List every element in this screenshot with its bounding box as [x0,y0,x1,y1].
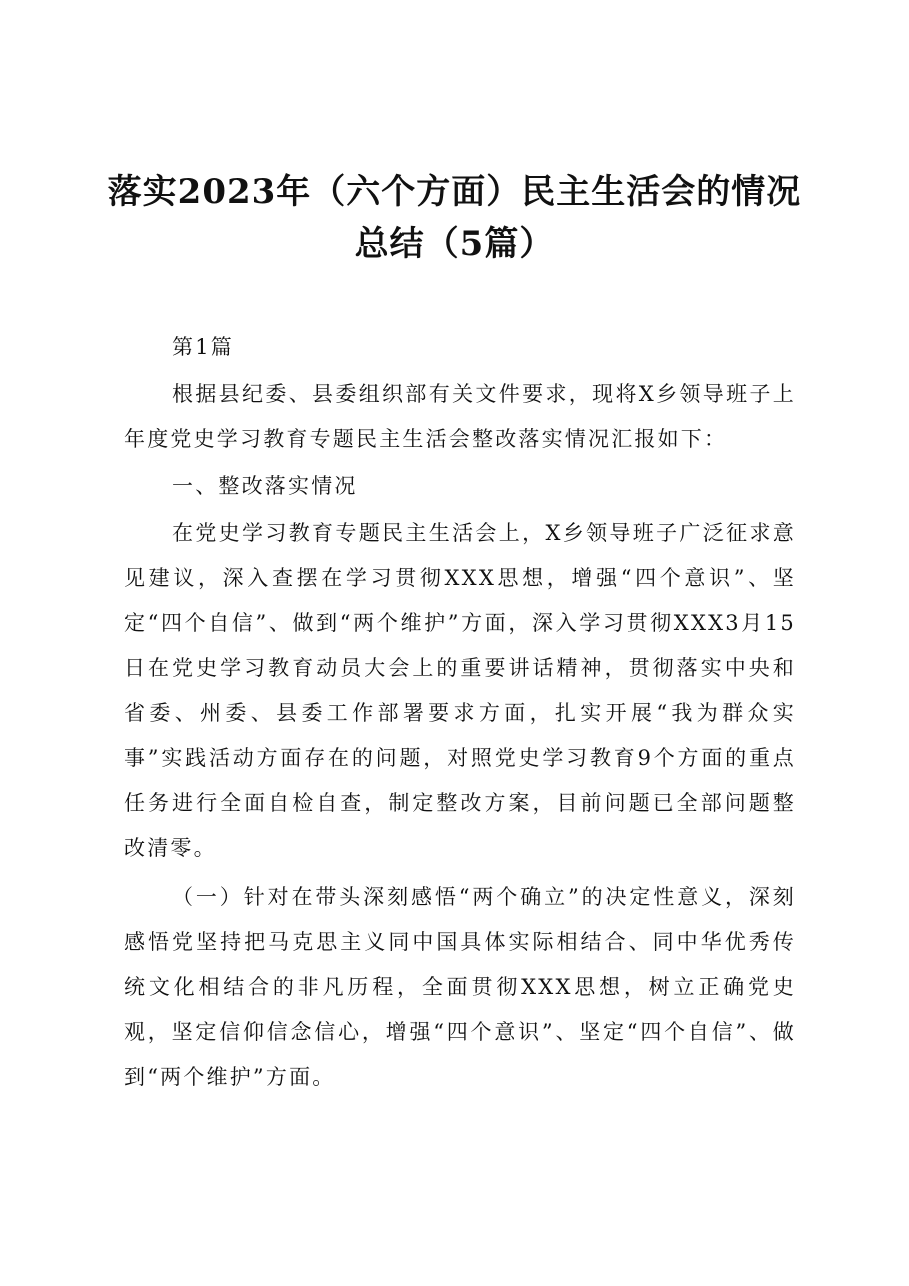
intro-paragraph: 根据县纪委、县委组织部有关文件要求，现将X乡领导班子上年度党史学习教育专题民主生活会整改落实情况汇报如下： [124,382,796,451]
section-heading: 一、整改落实情况 [172,474,358,498]
title-line-1: 落实2023年（六个方面）民主生活会的情况 [107,172,802,212]
document-title [100,166,809,270]
document-body [124,325,796,1102]
title-line-2: 总结（5篇） [354,224,555,264]
section-label: 第1篇 [172,335,234,359]
subsection-paragraph: （一）针对在带头深刻感悟“两个确立”的决定性意义，深刻感悟党坚持把马克思主义同中国具体实际相结合、同中华优秀传统文化相结合的非凡历程，全面贯彻XXX思想，树立正确党史观，坚定信仰信念信心，增强“四个意识”、坚定“四个自信”、做到“两个维护”方面。 [124,885,796,1089]
body-paragraph: 在党史学习教育专题民主生活会上，X乡领导班子广泛征求意见建议，深入查摆在学习贯彻XXX思想，增强“四个意识”、坚定“四个自信”、做到“两个维护”方面，深入学习贯彻XXX3月15日在党史学习教育动员大会上的重要讲话精神，贯彻落实中央和省委、州委、县委工作部署要求方面，扎实开展“我为群众实事”实践活动方面存在的问题，对照党史学习教育9个方面的重点任务进行全面自检自查，制定整改方案，目前问题已全部问题整改清零。 [124,521,796,860]
